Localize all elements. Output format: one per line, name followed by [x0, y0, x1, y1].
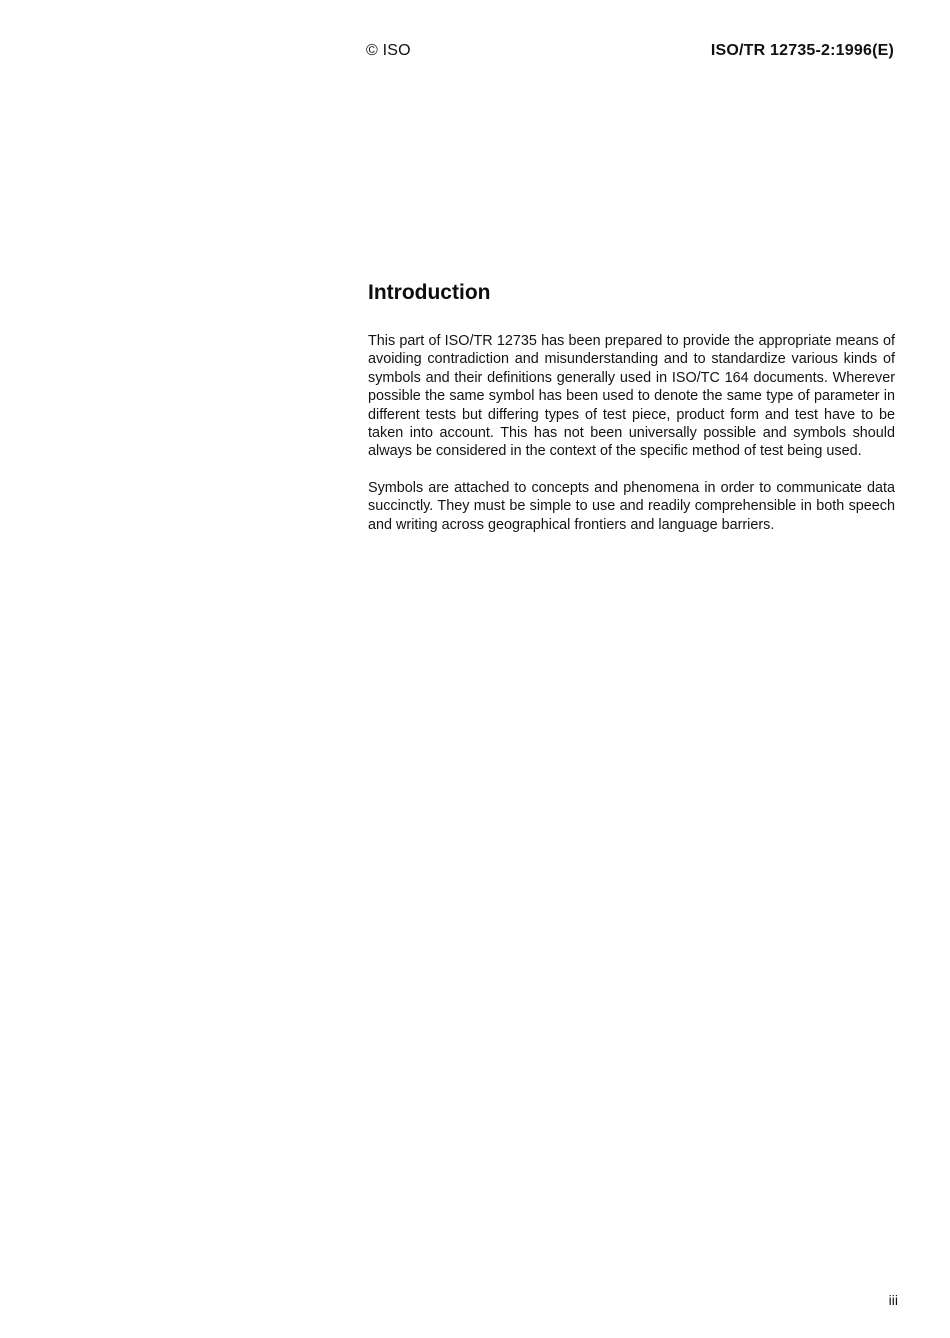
- document-number-header: ISO/TR 12735-2:1996(E): [710, 42, 894, 59]
- introduction-section: [368, 280, 895, 534]
- copyright-header: © ISO: [366, 42, 411, 59]
- paragraph-2: Symbols are attached to concepts and phenomena in order to communicate data succinctly. They must be simple to use and readily comprehensible in both speech and writing across geographical frontiers and language barriers.: [368, 479, 895, 533]
- paragraph-1: This part of ISO/TR 12735 has been prepared to provide the appropriate means of avoiding contradiction and misunderstanding and to standardize various kinds of symbols and their definitions generally used in ISO/TC 164 documents. Wherever possible the same symbol has been used to denote the same type of parameter in different tests but differing types of test piece, product form and test have to be taken into account. This has not been universally possible and symbols should always be considered in the context of the specific method of test being used.: [368, 333, 895, 460]
- page-number: iii: [888, 1292, 898, 1308]
- section-title: Introduction: [368, 281, 491, 304]
